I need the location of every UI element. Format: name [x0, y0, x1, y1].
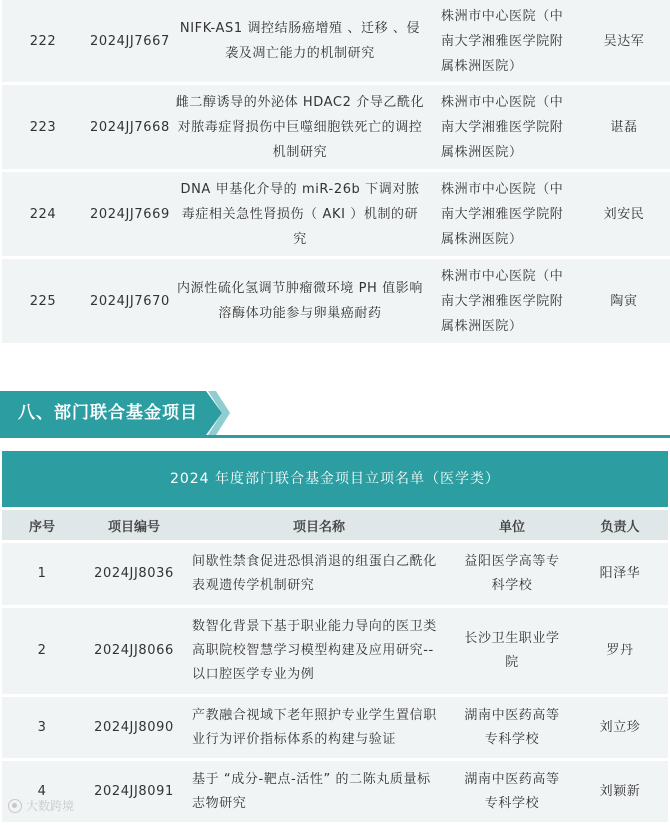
project-code: 2024JJ8090	[82, 697, 186, 761]
project-leader: 罗丹	[572, 608, 668, 697]
table-banner-title: 2024 年度部门联合基金项目立项名单（医学类）	[2, 451, 668, 507]
project-leader: 陶寅	[578, 259, 670, 346]
watermark-text: 大数跨境	[26, 799, 75, 813]
table-row	[2, 543, 668, 608]
project-code: 2024JJ7669	[84, 172, 169, 259]
header-unit: 单位	[452, 510, 572, 543]
project-title: 雌二醇诱导的外泌体 HDAC2 介导乙酰化对脓毒症肾损伤中巨噬细胞铁死亡的调控机制研究	[169, 85, 431, 172]
project-unit: 益阳医学高等专科学校	[452, 543, 572, 608]
project-leader: 吴达军	[578, 0, 670, 85]
table-row	[2, 172, 670, 259]
section-heading-text: 八、部门联合基金项目	[18, 403, 198, 423]
row-number: 3	[2, 697, 82, 761]
row-number: 224	[2, 172, 84, 259]
row-number: 1	[2, 543, 82, 608]
project-title: DNA 甲基化介导的 miR-26b 下调对脓毒症相关急性肾损伤（ AKI ）机制的研究	[169, 172, 431, 259]
project-title: NIFK-AS1 调控结肠癌增殖 、迁移 、侵袭及凋亡能力的机制研究	[169, 0, 431, 85]
table-row	[2, 761, 668, 825]
project-leader: 刘颖新	[572, 761, 668, 825]
section-divider	[0, 435, 670, 438]
project-code: 2024JJ8091	[82, 761, 186, 825]
project-leader: 阳泽华	[572, 543, 668, 608]
joint-fund-table	[2, 510, 668, 825]
top-project-table	[2, 0, 670, 346]
project-code: 2024JJ7670	[84, 259, 169, 346]
project-leader: 谌磊	[578, 85, 670, 172]
table-row	[2, 259, 670, 346]
watermark	[8, 796, 74, 816]
project-title: 数智化背景下基于职业能力导向的医卫类高职院校智慧学习模型构建及应用研究-- 以口腔医学专业为例	[186, 608, 452, 697]
row-number: 4	[2, 761, 82, 825]
project-unit: 株洲市中心医院（中南大学湘雅医学院附属株洲医院）	[431, 259, 578, 346]
table-row	[2, 85, 670, 172]
project-title: 基于 “成分-靶点-活性” 的二陈丸质量标志物研究	[186, 761, 452, 825]
section-heading	[0, 391, 670, 439]
header-leader: 负责人	[572, 510, 668, 543]
project-unit: 株洲市中心医院（中南大学湘雅医学院附属株洲医院）	[431, 172, 578, 259]
project-code: 2024JJ8066	[82, 608, 186, 697]
header-number: 序号	[2, 510, 82, 543]
table-header-row	[2, 510, 668, 543]
project-code: 2024JJ7667	[84, 0, 169, 85]
project-unit: 湖南中医药高等专科学校	[452, 697, 572, 761]
row-number: 2	[2, 608, 82, 697]
project-leader: 刘立珍	[572, 697, 668, 761]
row-number: 222	[2, 0, 84, 85]
project-leader: 刘安民	[578, 172, 670, 259]
project-code: 2024JJ8036	[82, 543, 186, 608]
table-row	[2, 608, 668, 697]
project-title: 内源性硫化氢调节肿瘤微环境 PH 值影响溶酶体功能参与卵巢癌耐药	[169, 259, 431, 346]
project-unit: 株洲市中心医院（中南大学湘雅医学院附属株洲医院）	[431, 85, 578, 172]
watermark-logo-icon	[8, 799, 22, 813]
project-unit: 长沙卫生职业学院	[452, 608, 572, 697]
row-number: 225	[2, 259, 84, 346]
project-unit: 株洲市中心医院（中南大学湘雅医学院附属株洲医院）	[431, 0, 578, 85]
project-title: 间歇性禁食促进恐惧消退的组蛋白乙酰化表观遗传学机制研究	[186, 543, 452, 608]
row-number: 223	[2, 85, 84, 172]
project-title: 产教融合视域下老年照护专业学生置信职业行为评价指标体系的构建与验证	[186, 697, 452, 761]
header-code: 项目编号	[82, 510, 186, 543]
table-row	[2, 0, 670, 85]
project-unit: 湖南中医药高等专科学校	[452, 761, 572, 825]
project-code: 2024JJ7668	[84, 85, 169, 172]
header-title: 项目名称	[186, 510, 452, 543]
table-row	[2, 697, 668, 761]
